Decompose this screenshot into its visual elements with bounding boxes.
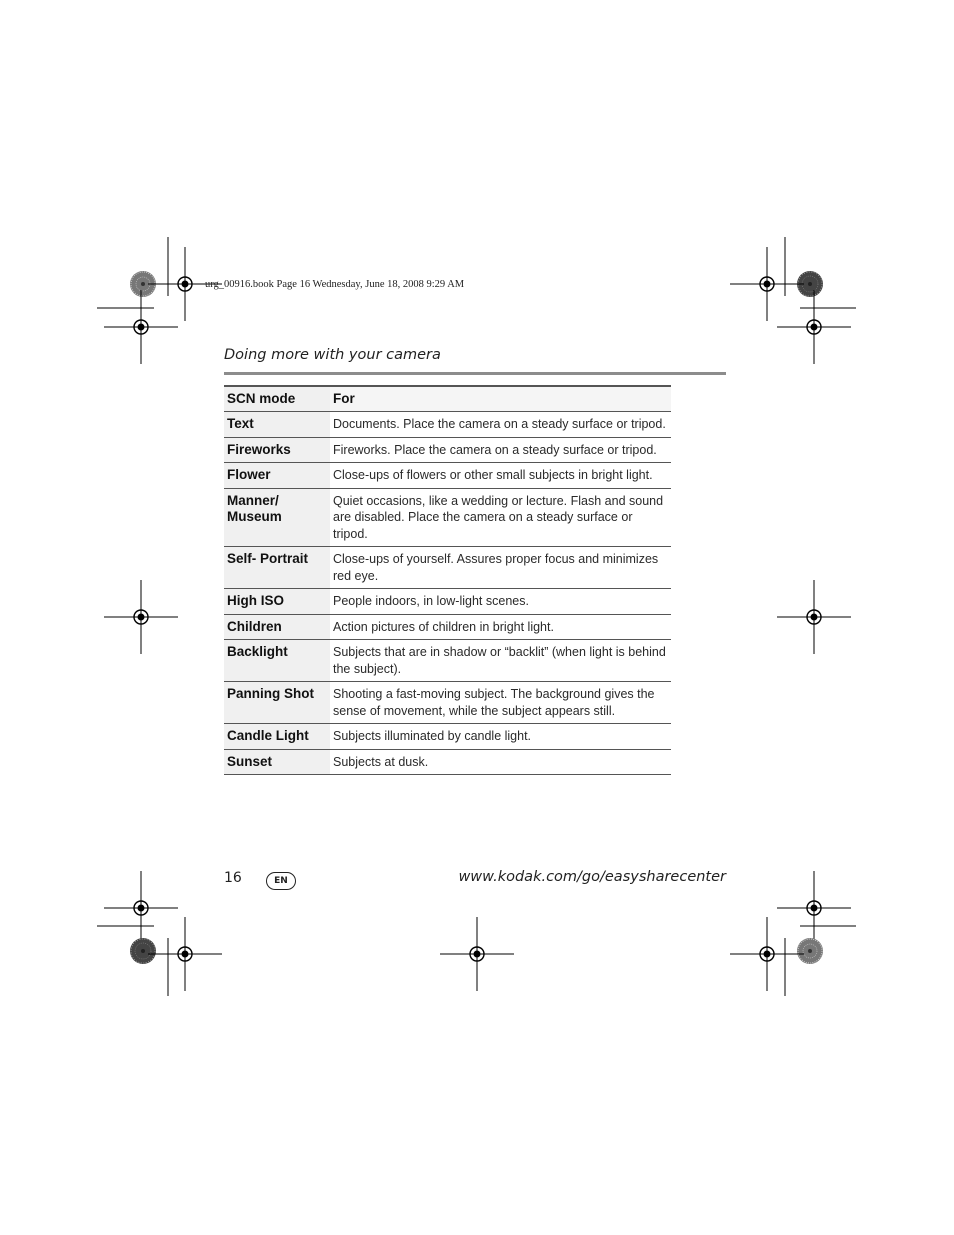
print-slug-line: urg_00916.book Page 16 Wednesday, June 18, 2008 9:29 AM bbox=[205, 279, 465, 290]
scn-mode-description: Subjects at dusk. bbox=[330, 749, 671, 775]
scn-mode-description: Subjects illuminated by candle light. bbox=[330, 724, 671, 750]
table-header-row bbox=[224, 387, 671, 412]
table-row bbox=[224, 589, 671, 615]
scn-mode-name: Manner/ Museum bbox=[224, 488, 330, 547]
scn-mode-description: Subjects that are in shadow or “backlit” (when light is behind the subject). bbox=[330, 640, 671, 682]
scn-mode-name: Children bbox=[224, 614, 330, 640]
scn-mode-name: Text bbox=[224, 412, 330, 438]
scn-mode-description: Documents. Place the camera on a steady surface or tripod. bbox=[330, 412, 671, 438]
scn-mode-name: Fireworks bbox=[224, 437, 330, 463]
table-row bbox=[224, 749, 671, 775]
table-row bbox=[224, 640, 671, 682]
scn-mode-name: Flower bbox=[224, 463, 330, 489]
table-row bbox=[224, 682, 671, 724]
table-row bbox=[224, 412, 671, 438]
scn-mode-description: Fireworks. Place the camera on a steady surface or tripod. bbox=[330, 437, 671, 463]
column-header-for: For bbox=[330, 387, 671, 412]
scn-mode-name: Backlight bbox=[224, 640, 330, 682]
table-row bbox=[224, 724, 671, 750]
scn-mode-description: Action pictures of children in bright light. bbox=[330, 614, 671, 640]
scn-mode-name: Candle Light bbox=[224, 724, 330, 750]
running-head: Doing more with your camera bbox=[224, 347, 441, 363]
scn-mode-name: High ISO bbox=[224, 589, 330, 615]
scn-mode-name: Sunset bbox=[224, 749, 330, 775]
scn-mode-description: Close-ups of flowers or other small subjects in bright light. bbox=[330, 463, 671, 489]
language-badge: EN bbox=[266, 872, 296, 890]
scn-mode-description: Close-ups of yourself. Assures proper focus and minimizes red eye. bbox=[330, 547, 671, 589]
header-rule bbox=[224, 372, 726, 375]
column-header-scn-mode: SCN mode bbox=[224, 387, 330, 412]
table-row bbox=[224, 488, 671, 547]
scn-mode-description: Quiet occasions, like a wedding or lecture. Flash and sound are disabled. Place the camera on a steady surface or tripod. bbox=[330, 488, 671, 547]
table-row bbox=[224, 463, 671, 489]
scn-mode-description: People indoors, in low-light scenes. bbox=[330, 589, 671, 615]
table-row bbox=[224, 614, 671, 640]
scn-mode-name: Panning Shot bbox=[224, 682, 330, 724]
scn-mode-name: Self- Portrait bbox=[224, 547, 330, 589]
table-row bbox=[224, 547, 671, 589]
scn-mode-table bbox=[224, 386, 671, 775]
scn-mode-description: Shooting a fast-moving subject. The background gives the sense of movement, while the subject appears still. bbox=[330, 682, 671, 724]
footer-url: www.kodak.com/go/easysharecenter bbox=[458, 869, 726, 885]
table-row bbox=[224, 437, 671, 463]
page-number: 16 bbox=[224, 870, 242, 886]
